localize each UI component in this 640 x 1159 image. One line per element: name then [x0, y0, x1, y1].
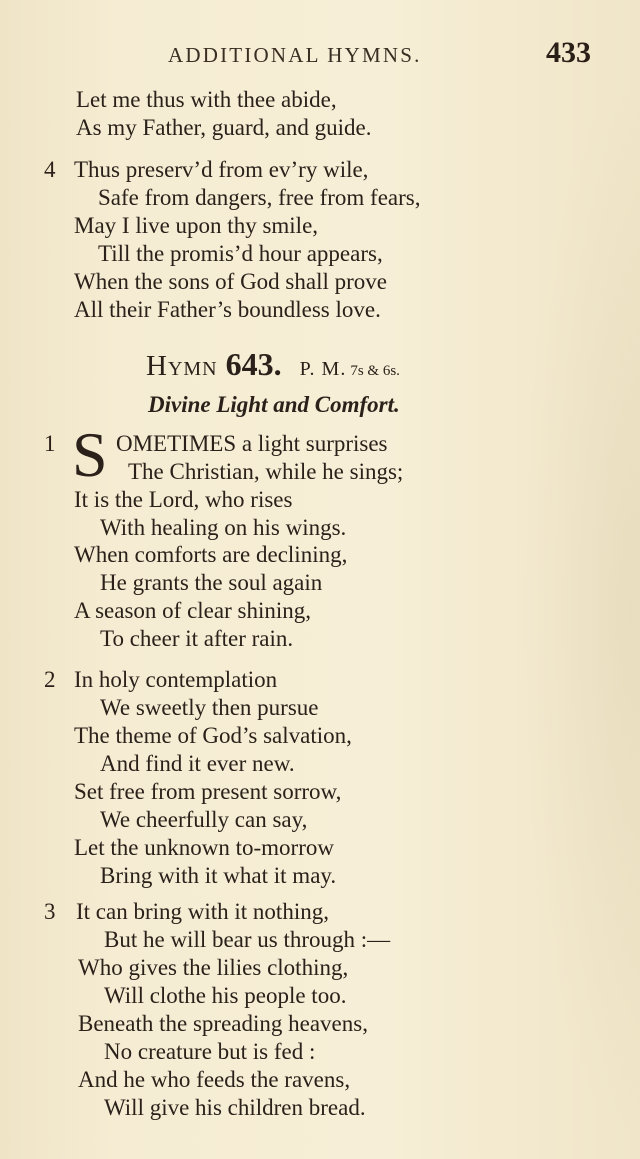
hymn-line: And he who feeds the ravens,: [78, 1067, 351, 1092]
hymn-line: In holy contemplation: [74, 667, 278, 692]
hymn-line: He grants the soul again: [100, 570, 323, 595]
hymn-line: Will give his children bread.: [104, 1095, 366, 1120]
hymn-line: The theme of God’s salvation,: [74, 723, 352, 748]
hymn-line: Till the promis’d hour appears,: [98, 241, 383, 266]
stanza-number: 4: [44, 157, 56, 182]
hymn-line: It can bring with it nothing,: [76, 899, 329, 924]
hymn-line: The Christian, while he sings;: [128, 459, 404, 484]
hymn-line: As my Father, guard, and guide.: [76, 115, 372, 140]
hymn-meter-detail: 7s & 6s.: [350, 363, 400, 379]
hymn-line: Thus preserv’d from ev’ry wile,: [74, 157, 369, 182]
page-header: [0, 36, 640, 76]
hymn-label: Hymn: [146, 350, 218, 382]
hymn-line: Let me thus with thee abide,: [76, 87, 337, 112]
page-number: 433: [546, 36, 591, 69]
hymn-subtitle: Divine Light and Comfort.: [148, 392, 400, 417]
hymn-heading: [146, 346, 400, 383]
hymn-line: Will clothe his people too.: [104, 983, 347, 1008]
hymn-line: Who gives the lilies clothing,: [78, 955, 349, 980]
hymn-line: OMETIMES a light surprises: [116, 431, 388, 456]
running-head: ADDITIONAL HYMNS.: [168, 43, 422, 67]
hymn-line: Beneath the spreading heavens,: [78, 1011, 368, 1036]
hymn-line: No creature but is fed :: [104, 1039, 316, 1064]
hymn-line: To cheer it after rain.: [100, 626, 294, 651]
hymn-line: Set free from present sorrow,: [74, 779, 342, 804]
hymn-line: Bring with it what it may.: [100, 863, 337, 888]
hymn-line: We cheerfully can say,: [100, 807, 308, 832]
hymn-line: But he will bear us through :—: [104, 927, 391, 952]
stanza-number: 2: [44, 667, 56, 692]
hymn-line: When the sons of God shall prove: [74, 269, 387, 294]
stanza-number: 3: [44, 899, 56, 924]
hymn-line: Safe from dangers, free from fears,: [98, 185, 421, 210]
hymn-line: A season of clear shining,: [74, 598, 311, 623]
hymn-line: It is the Lord, who rises: [74, 487, 293, 512]
stanza-number: 1: [44, 431, 56, 456]
hymn-line: With healing on his wings.: [100, 515, 347, 540]
hymn-line: And find it ever new.: [100, 751, 295, 776]
hymn-line: When comforts are declining,: [74, 542, 348, 567]
hymn-line: Let the unknown to-morrow: [74, 835, 334, 860]
hymn-number: 643.: [225, 346, 282, 382]
hymn-line: All their Father’s boundless love.: [74, 297, 381, 322]
paper-shadow: [520, 80, 640, 1140]
hymn-line: We sweetly then pursue: [100, 695, 319, 720]
drop-cap: S: [72, 419, 108, 490]
hymn-line: May I live upon thy smile,: [74, 213, 319, 238]
hymn-meter: P. M.: [299, 358, 347, 380]
